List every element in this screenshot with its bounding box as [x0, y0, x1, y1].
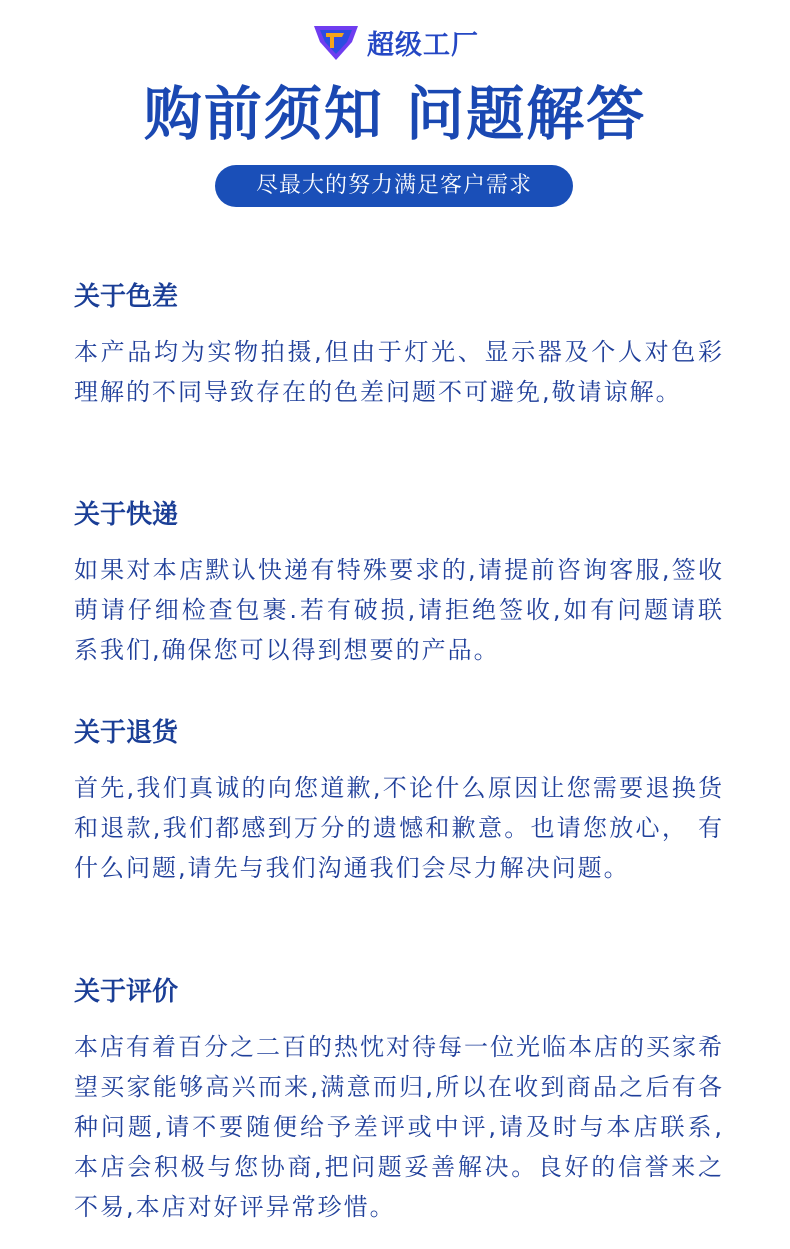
brand-name: 超级工厂 — [367, 29, 479, 61]
subtitle-badge: 尽最大的努力满足客户需求 — [215, 165, 573, 207]
section-shipping — [74, 498, 724, 670]
brand — [0, 20, 790, 64]
section-body: 本店有着百分之二百的热忱对待每一位光临本店的买家希望买家能够高兴而来,满意而归,所以在收到商品之后有各种问题,请不要随便给予差评或中评,请及时与本店联系,本店会积极与您协商,把问题妥善解决。良好的信誉来之不易,本店对好评异常珍惜。 — [74, 1033, 724, 1221]
section-heading: 关于评价 — [74, 977, 179, 1007]
section-body: 本产品均为实物拍摄,但由于灯光、显示器及个人对色彩理解的不同导致存在的色差问题不可避免,敬请谅解。 — [74, 338, 724, 406]
section-heading: 关于快递 — [74, 500, 179, 530]
section-returns — [74, 716, 724, 888]
section-heading: 关于色差 — [74, 282, 179, 312]
section-color-difference — [74, 280, 724, 412]
section-body: 如果对本店默认快递有特殊要求的,请提前咨询客服,签收萌请仔细检查包裹.若有破损,请拒绝签收,如有问题请联系我们,确保您可以得到想要的产品。 — [74, 556, 724, 664]
section-heading: 关于退货 — [74, 718, 179, 748]
section-body: 首先,我们真诚的向您道歉,不论什么原因让您需要退换货和退款,我们都感到万分的遗憾和歉意。也请您放心， 有什么问题,请先与我们沟通我们会尽力解决问题。 — [74, 774, 724, 882]
page-title: 购前须知 问题解答 — [143, 80, 647, 148]
diamond-shield-logo-icon — [311, 22, 361, 62]
section-reviews — [74, 975, 724, 1227]
